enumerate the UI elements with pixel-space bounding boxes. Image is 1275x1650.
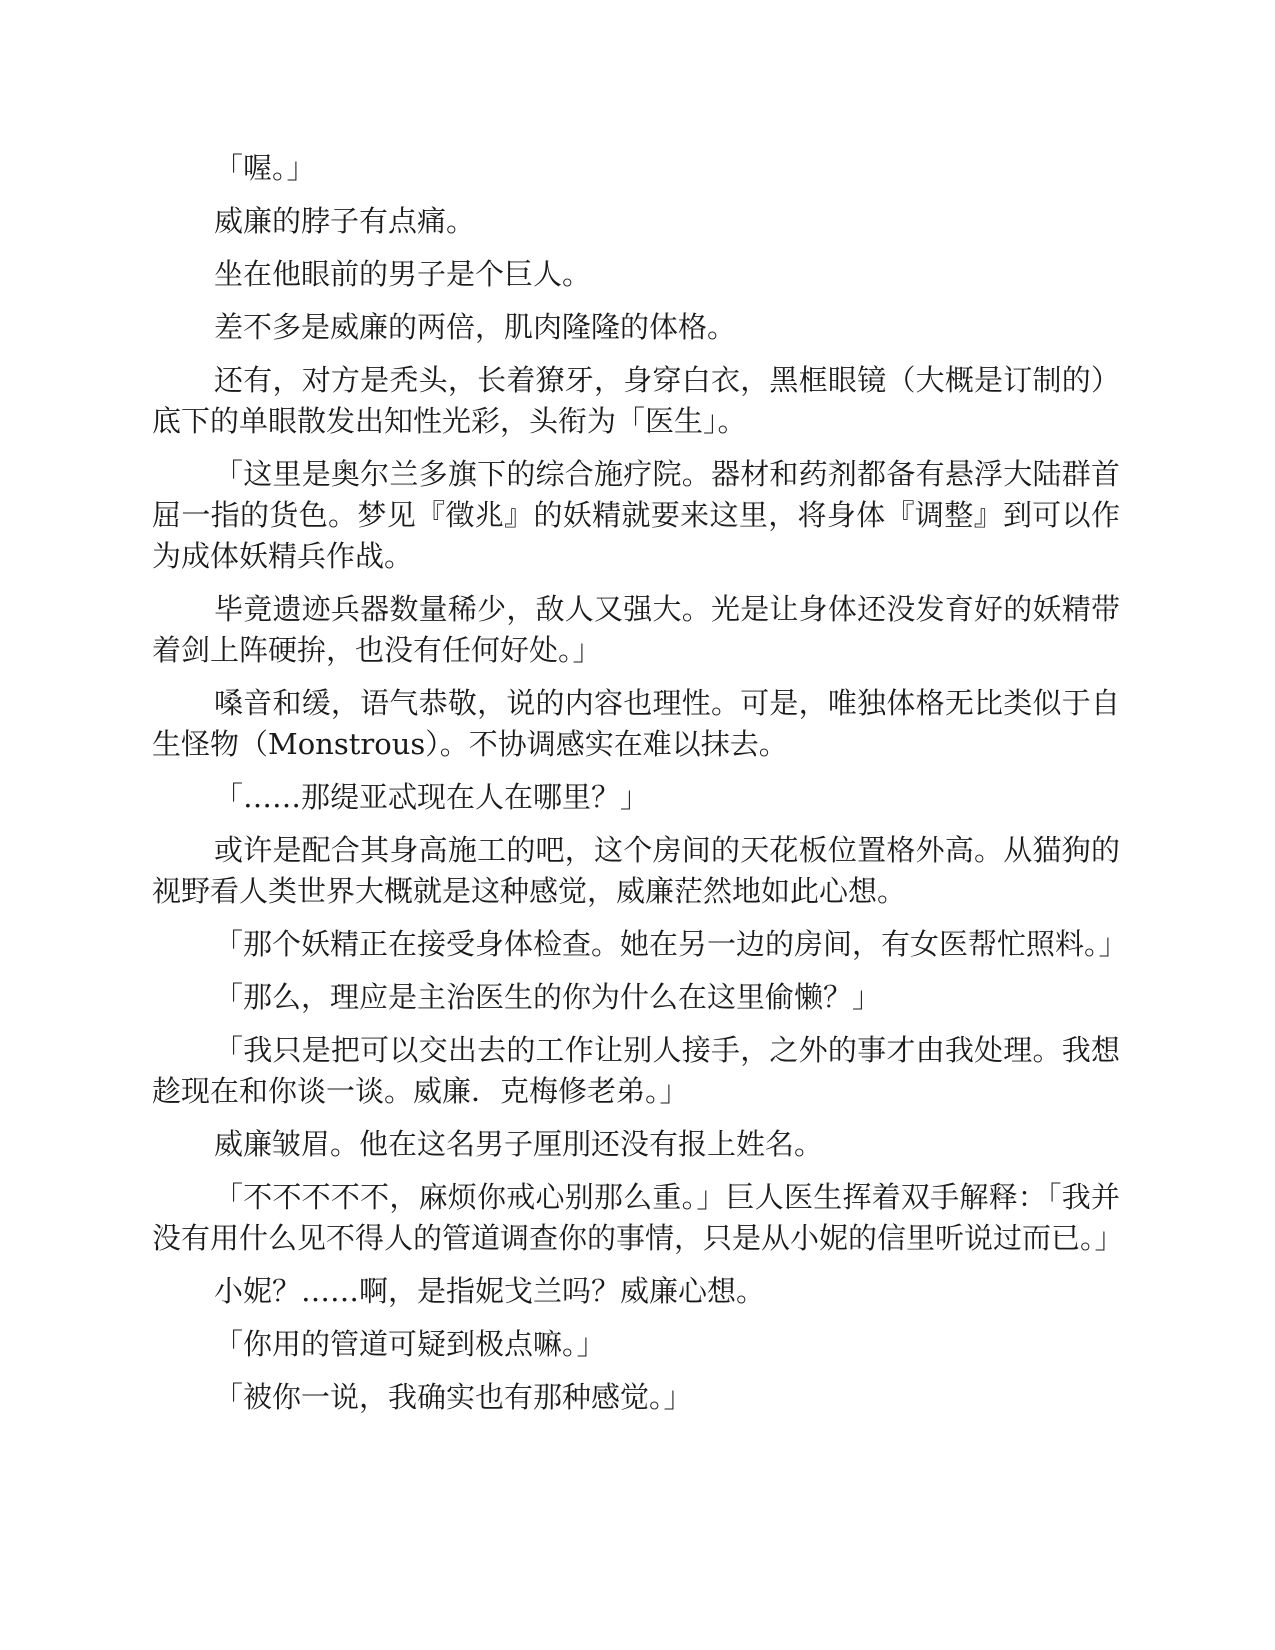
paragraph-13: 「我只是把可以交出去的工作让别人接手，之外的事才由我处理。我想趁现在和你谈一谈。威廉．克梅修老弟。」 <box>152 1033 1120 1108</box>
paragraph-1: 「喔。」 <box>214 151 316 185</box>
paragraph-12: 「那么，理应是主治医生的你为什么在这里偷懒？」 <box>214 980 882 1014</box>
paragraph-14: 威廉皱眉。他在这名男子厘刖还没有报上姓名。 <box>214 1127 824 1161</box>
paragraph-5: 还有，对方是秃头，长着獠牙，身穿白衣，黑框眼镜（大概是订制的）底下的单眼散发出知性光彩，头衔为「医生」。 <box>152 363 1120 438</box>
paragraph-15: 「不不不不不，麻烦你戒心别那么重。」巨人医生挥着双手解释：「我并没有用什么见不得人的管道调查你的事情，只是从小妮的信里听说过而已。」 <box>152 1180 1124 1255</box>
paragraph-17: 「你用的管道可疑到极点嘛。」 <box>214 1327 606 1361</box>
paragraph-9: 「……那缇亚忒现在人在哪里？」 <box>214 780 650 814</box>
paragraph-4: 差不多是威廉的两倍，肌肉隆隆的体格。 <box>214 310 737 344</box>
paragraph-18: 「被你一说，我确实也有那种感觉。」 <box>214 1380 693 1414</box>
paragraph-10: 或许是配合其身高施工的吧，这个房间的天花板位置格外高。从猫狗的视野看人类世界大概就是这种感觉，威廉茫然地如此心想。 <box>152 833 1120 908</box>
paragraph-11: 「那个妖精正在接受身体检查。她在另一边的房间，有女医帮忙照料。」 <box>214 927 1128 961</box>
paragraph-6: 「这里是奥尔兰多旗下的综合施疗院。器材和药剂都备有悬浮大陆群首屈一指的货色。梦见『徵兆』的妖精就要来这里，将身体『调整』到可以作为成体妖精兵作战。 <box>152 457 1120 573</box>
document-page <box>152 148 1128 1430</box>
paragraph-16: 小妮？……啊，是指妮戈兰吗？威廉心想。 <box>214 1274 766 1308</box>
paragraph-7: 毕竟遗迹兵器数量稀少，敌人又强大。光是让身体还没发育好的妖精带着剑上阵硬拚，也没有任何好处。」 <box>152 592 1120 667</box>
paragraph-3: 坐在他眼前的男子是个巨人。 <box>214 257 592 291</box>
paragraph-2: 威廉的脖子有点痛。 <box>214 204 476 238</box>
paragraph-8: 嗓音和缓，语气恭敬，说的内容也理性。可是，唯独体格无比类似于自生怪物（Monstrous）。不协调感实在难以抹去。 <box>152 686 1120 761</box>
